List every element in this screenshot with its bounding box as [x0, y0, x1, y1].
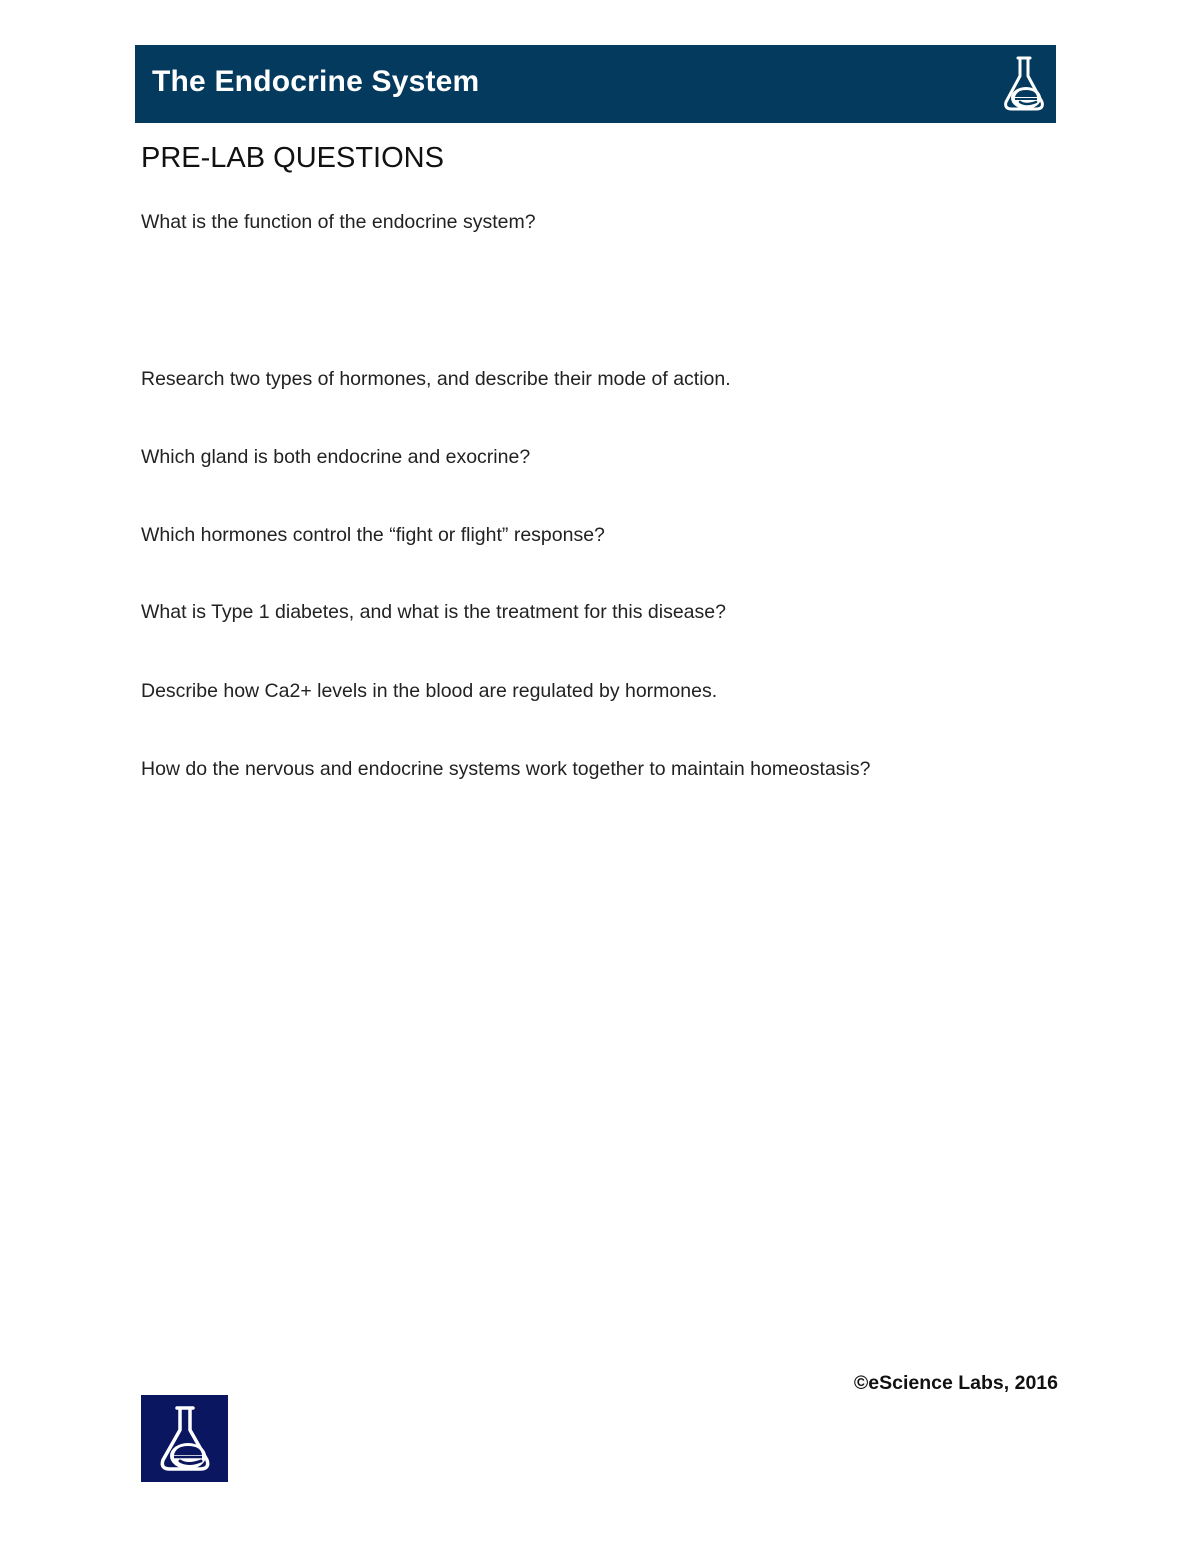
- header-bar: [135, 45, 1056, 123]
- question-item: Describe how Ca2+ levels in the blood are regulated by hormones.: [141, 680, 718, 702]
- question-item: Research two types of hormones, and describe their mode of action.: [141, 368, 731, 390]
- flask-e-logo-icon: [1000, 54, 1048, 114]
- question-item: How do the nervous and endocrine systems work together to maintain homeostasis?: [141, 758, 871, 780]
- question-item: Which hormones control the “fight or flight” response?: [141, 524, 605, 546]
- copyright-notice: ©eScience Labs, 2016: [853, 1372, 1058, 1394]
- flask-e-logo-icon: [141, 1395, 228, 1482]
- question-item: What is the function of the endocrine system?: [141, 211, 536, 233]
- section-heading: PRE-LAB QUESTIONS: [141, 142, 444, 174]
- question-item: What is Type 1 diabetes, and what is the treatment for this disease?: [141, 601, 726, 623]
- document-title: The Endocrine System: [152, 65, 480, 98]
- question-item: Which gland is both endocrine and exocrine?: [141, 446, 531, 468]
